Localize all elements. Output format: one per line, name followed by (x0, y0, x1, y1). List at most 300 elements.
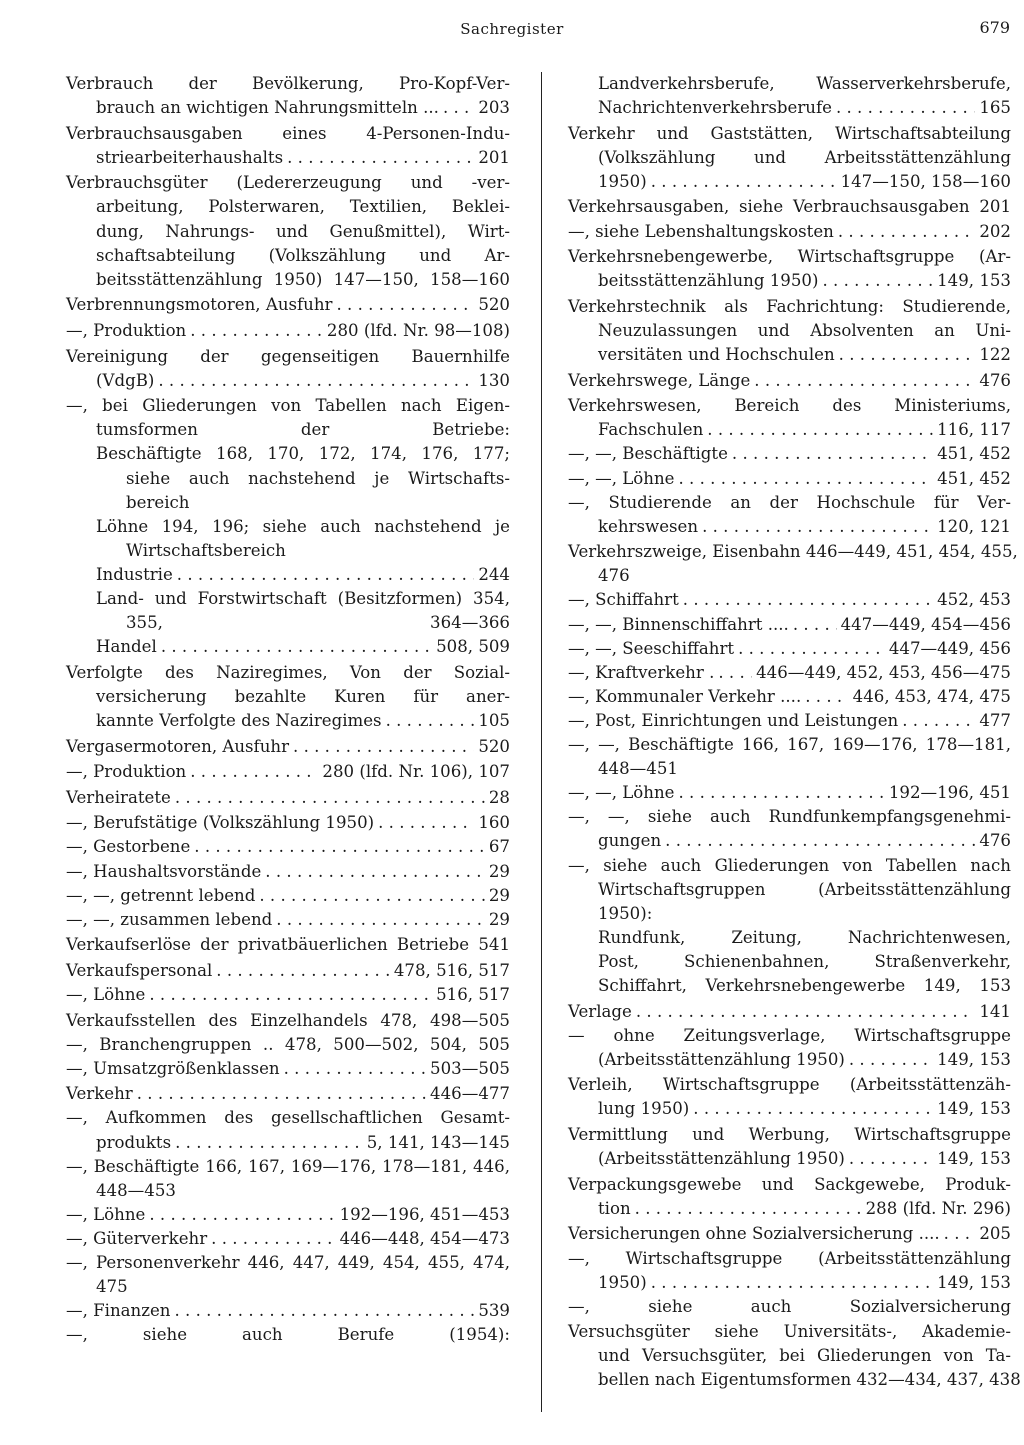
index-line (66, 268, 510, 292)
page-reference: 447—449, 456 (888, 638, 1011, 658)
index-line (66, 1009, 510, 1033)
index-entry (568, 245, 1011, 293)
page-reference: 446—449, 452, 453, 456—475 (756, 662, 1011, 682)
index-column-right (568, 72, 1021, 1394)
index-line (568, 540, 1018, 564)
index-line (66, 369, 510, 393)
page-reference: 149, 153 (937, 1272, 1011, 1292)
index-term: —, —, siehe auch Rundfunkempfangsgenehmi- (568, 807, 1011, 827)
index-term: —, Produktion (66, 762, 187, 782)
index-line (66, 1203, 510, 1227)
leader-dots (177, 563, 475, 587)
index-entry (66, 735, 510, 759)
index-term: Verbrauchsgüter (Ledererzeugung und -ver- (66, 173, 510, 193)
index-line (66, 709, 510, 733)
page-reference: 520 (478, 295, 510, 315)
index-line (66, 1275, 510, 1299)
index-line (66, 72, 510, 96)
index-entry (66, 1082, 510, 1347)
leader-dots (822, 269, 933, 293)
page-reference: 280 (lfd. Nr. 98—108) (326, 320, 510, 340)
page-reference: 192—196, 451 (888, 783, 1011, 803)
index-term: Fachschulen (598, 420, 704, 440)
index-line (66, 293, 510, 317)
page-reference: 520 (478, 736, 510, 756)
index-term: Verkehrswege, Länge (568, 370, 751, 390)
index-line (66, 491, 510, 515)
index-line (568, 757, 1011, 781)
index-term: Rundfunk, Zeitung, Nachrichtenwesen, (598, 927, 1011, 947)
index-line (568, 515, 1011, 539)
index-line (568, 96, 1011, 120)
index-term: tumsformen der Betriebe: (96, 420, 510, 440)
leader-dots (651, 1271, 933, 1295)
leader-dots (293, 735, 474, 759)
index-line (66, 244, 510, 268)
index-line (568, 319, 1011, 343)
index-term: Schiffahrt, Verkehrsnebengewerbe 149, 153 (598, 975, 1011, 995)
index-term: Verkehr und Gaststätten, Wirtschaftsabteilung (568, 123, 1011, 143)
leader-dots (265, 860, 485, 884)
index-term: 355, 364—366 (126, 613, 510, 633)
index-line (568, 613, 1011, 637)
index-line (66, 442, 510, 466)
page-reference: 160 (478, 813, 510, 833)
running-header: Sachregister (460, 20, 564, 38)
index-term: 1950): (598, 903, 653, 923)
index-line (66, 933, 510, 957)
index-line (66, 1057, 510, 1081)
index-line (66, 1251, 510, 1275)
index-line (568, 878, 1011, 902)
leader-dots (651, 170, 837, 194)
index-line (66, 786, 510, 810)
index-entry (66, 394, 510, 659)
column-divider (541, 72, 542, 1412)
index-line (66, 661, 510, 685)
leader-dots (754, 369, 975, 393)
leader-dots (137, 1082, 426, 1106)
index-term: Verbrennungsmotoren, Ausfuhr (66, 295, 333, 315)
page-reference: 149, 153 (937, 271, 1011, 291)
index-term: —, Löhne (66, 1204, 146, 1224)
page-reference: 477 (979, 710, 1011, 730)
index-entry (66, 661, 510, 733)
page-reference: 446, 453, 474, 475 (852, 686, 1011, 706)
index-term: Vereinigung der gegenseitigen Bauernhilfe (66, 346, 510, 366)
index-term: Nachrichtenverkehrsberufe (598, 98, 832, 118)
index-term: —, Finanzen (66, 1301, 171, 1321)
index-term: —, Aufkommen des gesellschaftlichen Gesamt- (66, 1108, 510, 1128)
index-line (66, 539, 510, 563)
page-reference: 122 (979, 345, 1011, 365)
index-line (66, 1155, 510, 1179)
index-line (66, 835, 510, 859)
index-line (66, 884, 510, 908)
index-line (568, 1048, 1011, 1072)
index-line (66, 96, 510, 120)
index-line (568, 588, 1011, 612)
index-line (568, 418, 1011, 442)
index-line (568, 1073, 1011, 1097)
index-term: Vergasermotoren, Ausfuhr (66, 736, 290, 756)
index-line (568, 146, 1011, 170)
page-reference: 105 (478, 710, 510, 730)
page-reference: 141 (979, 1001, 1011, 1021)
leader-dots (679, 467, 934, 491)
index-term: Verlage (568, 1001, 632, 1021)
index-term: —, Haushaltsvorstände (66, 861, 262, 881)
index-line (66, 345, 510, 369)
index-line (568, 394, 1011, 418)
index-line (568, 1271, 1011, 1295)
index-term: Verbrauchsausgaben eines 4-Personen-Indu- (66, 123, 510, 143)
page-reference: 130 (478, 370, 510, 390)
page-reference: 539 (478, 1301, 510, 1321)
leader-dots (679, 781, 885, 805)
index-term: (Volkszählung und Arbeitsstättenzählung (598, 147, 1011, 167)
index-line (66, 908, 510, 932)
index-line (568, 1197, 1011, 1221)
index-term: siehe auch nachstehend je Wirtschafts- (126, 468, 510, 488)
index-line (66, 685, 510, 709)
page-reference: 451, 452 (937, 468, 1011, 488)
index-term: brauch an wichtigen Nahrungsmitteln ... (96, 98, 439, 118)
index-line (568, 1320, 1011, 1344)
index-term: —, siehe auch Sozialversicherung (568, 1296, 1011, 1316)
index-term: Verkaufserlöse der privatbäuerlichen Betriebe 541 (66, 935, 510, 955)
leader-dots (902, 709, 975, 733)
page-reference: 203 (478, 98, 510, 118)
page-reference: 149, 153 (937, 1049, 1011, 1069)
leader-dots (693, 1097, 933, 1121)
index-line (568, 637, 1011, 661)
index-line (568, 733, 1011, 757)
index-term: Verheiratete (66, 787, 171, 807)
page-number: 679 (979, 18, 1010, 37)
index-line (568, 902, 1011, 926)
leader-dots (839, 343, 976, 367)
index-term: —, Branchengruppen .. 478, 500—502, 504, 505 (66, 1034, 510, 1054)
leader-dots (836, 96, 975, 120)
leader-dots (284, 1057, 426, 1081)
index-term: 448—451 (598, 759, 678, 779)
index-line (66, 1131, 510, 1155)
index-term: —, bei Gliederungen von Tabellen nach Eigen- (66, 396, 510, 416)
index-line (568, 661, 1011, 685)
index-entry (568, 1000, 1011, 1072)
index-line (568, 781, 1011, 805)
index-term: —, —, Löhne (568, 783, 675, 803)
leader-dots (149, 1203, 335, 1227)
page-reference: 147—150, 158—160 (840, 171, 1011, 191)
index-line (568, 170, 1011, 194)
index-term: lung 1950) (598, 1099, 690, 1119)
index-term: Verkehrstechnik als Fachrichtung: Studierende, (568, 296, 1011, 316)
index-line (66, 418, 510, 442)
index-line (568, 1368, 1021, 1392)
index-term: 475 (96, 1277, 128, 1297)
index-term: —, —, Löhne (568, 468, 675, 488)
index-term: arbeitung, Polsterwaren, Textilien, Beklei- (96, 197, 510, 217)
index-term: Vermittlung und Werbung, Wirtschaftsgruppe (568, 1125, 1011, 1145)
index-line (66, 319, 510, 343)
index-entry (66, 122, 510, 170)
index-term: Wirtschaftsgruppen (Arbeitsstättenzählung (598, 879, 1011, 899)
leader-dots (287, 146, 474, 170)
index-line (568, 295, 1011, 319)
leader-dots (793, 613, 837, 637)
index-term: —, Kommunaler Verkehr .... (568, 686, 802, 706)
index-term: Verkaufsstellen des Einzelhandels 478, 498—505 (66, 1010, 510, 1030)
index-term: Versuchsgüter siehe Universitäts-, Akademie- (568, 1322, 1011, 1342)
index-line (568, 72, 1011, 96)
index-line (568, 220, 1011, 244)
index-term: 476 (598, 566, 630, 586)
index-line (568, 1123, 1011, 1147)
index-term: 448—453 (96, 1180, 176, 1200)
leader-dots (174, 1299, 474, 1323)
index-entry (66, 786, 510, 810)
index-line (66, 171, 510, 195)
index-term: bellen nach Eigentumsformen 432—434, 437, 438 (598, 1370, 1021, 1390)
index-line (568, 467, 1011, 491)
index-term: —, Produktion (66, 320, 187, 340)
index-line (568, 1024, 1011, 1048)
index-line (66, 1033, 510, 1057)
index-line (568, 1295, 1011, 1319)
index-term: bereich (126, 492, 190, 512)
index-term: Wirtschaftsbereich (126, 540, 286, 560)
page-reference: 452, 453 (937, 590, 1011, 610)
index-entry (66, 293, 510, 317)
index-term: —, Umsatzgrößenklassen (66, 1058, 280, 1078)
leader-dots (636, 1000, 975, 1024)
page-reference: 446—477 (430, 1084, 510, 1104)
index-entry (568, 1222, 1011, 1318)
index-line (66, 1323, 510, 1347)
index-term: Verkehr (66, 1084, 133, 1104)
index-term: Neuzulassungen und Absolventen an Uni- (598, 320, 1011, 340)
index-term: —, Post, Einrichtungen und Leistungen (568, 710, 899, 730)
index-term: —, Güterverkehr (66, 1228, 208, 1248)
page-reference: 503—505 (430, 1058, 510, 1078)
leader-dots (175, 786, 485, 810)
index-term: (Arbeitsstättenzählung 1950) (598, 1149, 845, 1169)
index-line (568, 369, 1011, 393)
index-line (568, 1344, 1011, 1368)
index-term: —, —, Beschäftigte (568, 444, 728, 464)
index-term: Verkehrsausgaben, siehe Verbrauchsausgaben 201 (568, 197, 1011, 217)
index-line (66, 394, 510, 418)
leader-dots (190, 319, 323, 343)
leader-dots (378, 811, 474, 835)
index-term: kehrswesen (598, 516, 699, 536)
index-line (66, 811, 510, 835)
leader-dots (149, 983, 432, 1007)
index-term: —, —, zusammen lebend (66, 909, 273, 929)
page-reference: 447—449, 454—456 (840, 614, 1011, 634)
index-entry (66, 811, 510, 931)
index-term: Löhne 194, 196; siehe auch nachstehend je (96, 516, 510, 536)
index-entry (568, 394, 1011, 539)
index-term: Verfolgte des Naziregimes, Von der Sozial- (66, 662, 510, 682)
index-term: Beschäftigte 168, 170, 172, 174, 176, 177; (96, 444, 510, 464)
leader-dots (849, 1048, 933, 1072)
page-reference: 192—196, 451—453 (339, 1204, 510, 1224)
leader-dots (849, 1147, 933, 1171)
page-reference: 116, 117 (937, 420, 1011, 440)
index-line (66, 1227, 510, 1251)
index-term: beitsstättenzählung 1950) (598, 271, 819, 291)
leader-dots (805, 685, 848, 709)
leader-dots (259, 884, 485, 908)
leader-dots (190, 760, 318, 784)
page-reference: 244 (478, 564, 510, 584)
index-line (66, 146, 510, 170)
index-term: gungen (598, 831, 662, 851)
index-entry (568, 122, 1011, 194)
index-entry (568, 1173, 1011, 1221)
page-reference: 280 (lfd. Nr. 106), 107 (322, 762, 510, 782)
index-entry (66, 959, 510, 1007)
page-reference: 5, 141, 143—145 (366, 1132, 510, 1152)
index-entry (568, 72, 1011, 120)
index-line (568, 564, 1011, 588)
page-reference: 29 (488, 909, 510, 929)
index-line (568, 1097, 1011, 1121)
index-entry (568, 1320, 1021, 1392)
page-reference: 508, 509 (436, 637, 510, 657)
index-line (568, 442, 1011, 466)
index-term: —, Gestorbene (66, 837, 191, 857)
index-term: striearbeiterhaushalts (96, 147, 284, 167)
index-term: —, —, Beschäftigte 166, 167, 169—176, 178—181, (568, 735, 1011, 755)
index-term: Verpackungsgewebe und Sackgewebe, Produk- (568, 1174, 1011, 1194)
index-line (568, 491, 1011, 515)
index-entry (568, 540, 1018, 998)
index-entry (568, 195, 1011, 243)
index-line (66, 1106, 510, 1130)
page-reference: 288 (lfd. Nr. 296) (865, 1198, 1011, 1218)
page-reference: 478, 516, 517 (393, 960, 510, 980)
index-entry (568, 369, 1011, 393)
leader-dots (161, 635, 432, 659)
index-term: produkts (96, 1132, 172, 1152)
index-term: schaftsabteilung (Volkszählung und Ar- (96, 245, 510, 265)
index-line (568, 950, 1011, 974)
page-reference: 28 (488, 787, 510, 807)
page-reference: 67 (488, 837, 510, 857)
page-reference: 29 (488, 861, 510, 881)
index-term: —, siehe Lebenshaltungskosten (568, 221, 834, 241)
index-term: Versicherungen ohne Sozialversicherung .... (568, 1224, 940, 1244)
index-term: —, siehe auch Berufe (1954): (66, 1325, 510, 1345)
leader-dots (216, 959, 390, 983)
leader-dots (443, 96, 474, 120)
page-reference: 205 (979, 1224, 1011, 1244)
leader-dots (683, 588, 933, 612)
index-entry (568, 295, 1011, 367)
page-reference: 516, 517 (436, 984, 510, 1004)
index-line (66, 959, 510, 983)
index-entry (66, 760, 510, 784)
leader-dots (211, 1227, 335, 1251)
index-term: —, Löhne (66, 984, 146, 1004)
index-term: —, Studierende an der Hochschule für Ver- (568, 492, 1011, 512)
index-line (66, 611, 510, 635)
index-term: (Arbeitsstättenzählung 1950) (598, 1049, 845, 1069)
index-column-left (66, 72, 510, 1349)
index-term: —, siehe auch Gliederungen von Tabellen nach (568, 855, 1011, 875)
leader-dots (718, 661, 752, 685)
index-term: —, —, Binnenschiffahrt .... (568, 614, 789, 634)
index-line (568, 805, 1011, 829)
page-reference: 201 (478, 147, 510, 167)
index-term: Verleih, Wirtschaftsgruppe (Arbeitsstättenzäh- (568, 1075, 1011, 1095)
index-term: —, Schiffahrt (568, 590, 679, 610)
index-entry (568, 1123, 1011, 1171)
index-line (568, 195, 1011, 219)
index-line (568, 245, 1011, 269)
page-reference: 120, 121 (937, 516, 1011, 536)
index-term: kannte Verfolgte des Naziregimes (96, 710, 382, 730)
index-line (66, 860, 510, 884)
index-term: —, Wirtschaftsgruppe (Arbeitsstättenzählung (568, 1248, 1011, 1268)
leader-dots (944, 1222, 976, 1246)
index-line (568, 269, 1011, 293)
index-line (568, 1222, 1011, 1246)
index-line (568, 122, 1011, 146)
index-term: Verkehrsnebengewerbe, Wirtschaftsgruppe (Ar- (568, 247, 1011, 267)
page-reference: 202 (979, 221, 1011, 241)
index-term: beitsstättenzählung 1950) 147—150, 158—160 (96, 269, 510, 289)
index-entry (66, 319, 510, 343)
index-line (568, 1000, 1011, 1024)
page-reference: 476 (979, 831, 1011, 851)
index-entry (568, 1073, 1011, 1121)
page-reference: 29 (488, 885, 510, 905)
index-line (66, 563, 510, 587)
index-line (568, 854, 1011, 878)
leader-dots (336, 293, 474, 317)
page-reference: 476 (979, 370, 1011, 390)
index-term: Industrie (96, 564, 173, 584)
index-line (66, 760, 510, 784)
index-line (568, 1173, 1011, 1197)
index-line (568, 829, 1011, 853)
index-term: dung, Nahrungs- und Genußmittel), Wirt- (96, 221, 510, 241)
leader-dots (386, 709, 475, 733)
index-term: Verbrauch der Bevölkerung, Pro-Kopf-Ver- (66, 74, 510, 93)
index-term: 1950) (598, 1272, 647, 1292)
index-entry (66, 933, 510, 957)
index-line (66, 635, 510, 659)
leader-dots (702, 515, 933, 539)
index-term: (VdgB) (96, 370, 155, 390)
index-term: versitäten und Hochschulen (598, 345, 835, 365)
index-line (568, 1147, 1011, 1171)
index-term: versicherung bezahlte Kuren für aner- (96, 686, 510, 706)
index-line (568, 709, 1011, 733)
index-term: Landverkehrsberufe, Wasserverkehrsberufe, (598, 74, 1011, 93)
index-entry (66, 72, 510, 120)
index-line (66, 220, 510, 244)
index-term: — ohne Zeitungsverlage, Wirtschaftsgruppe (568, 1025, 1011, 1045)
index-line (66, 1179, 510, 1203)
index-line (568, 1247, 1011, 1271)
page-reference: 165 (979, 98, 1011, 118)
